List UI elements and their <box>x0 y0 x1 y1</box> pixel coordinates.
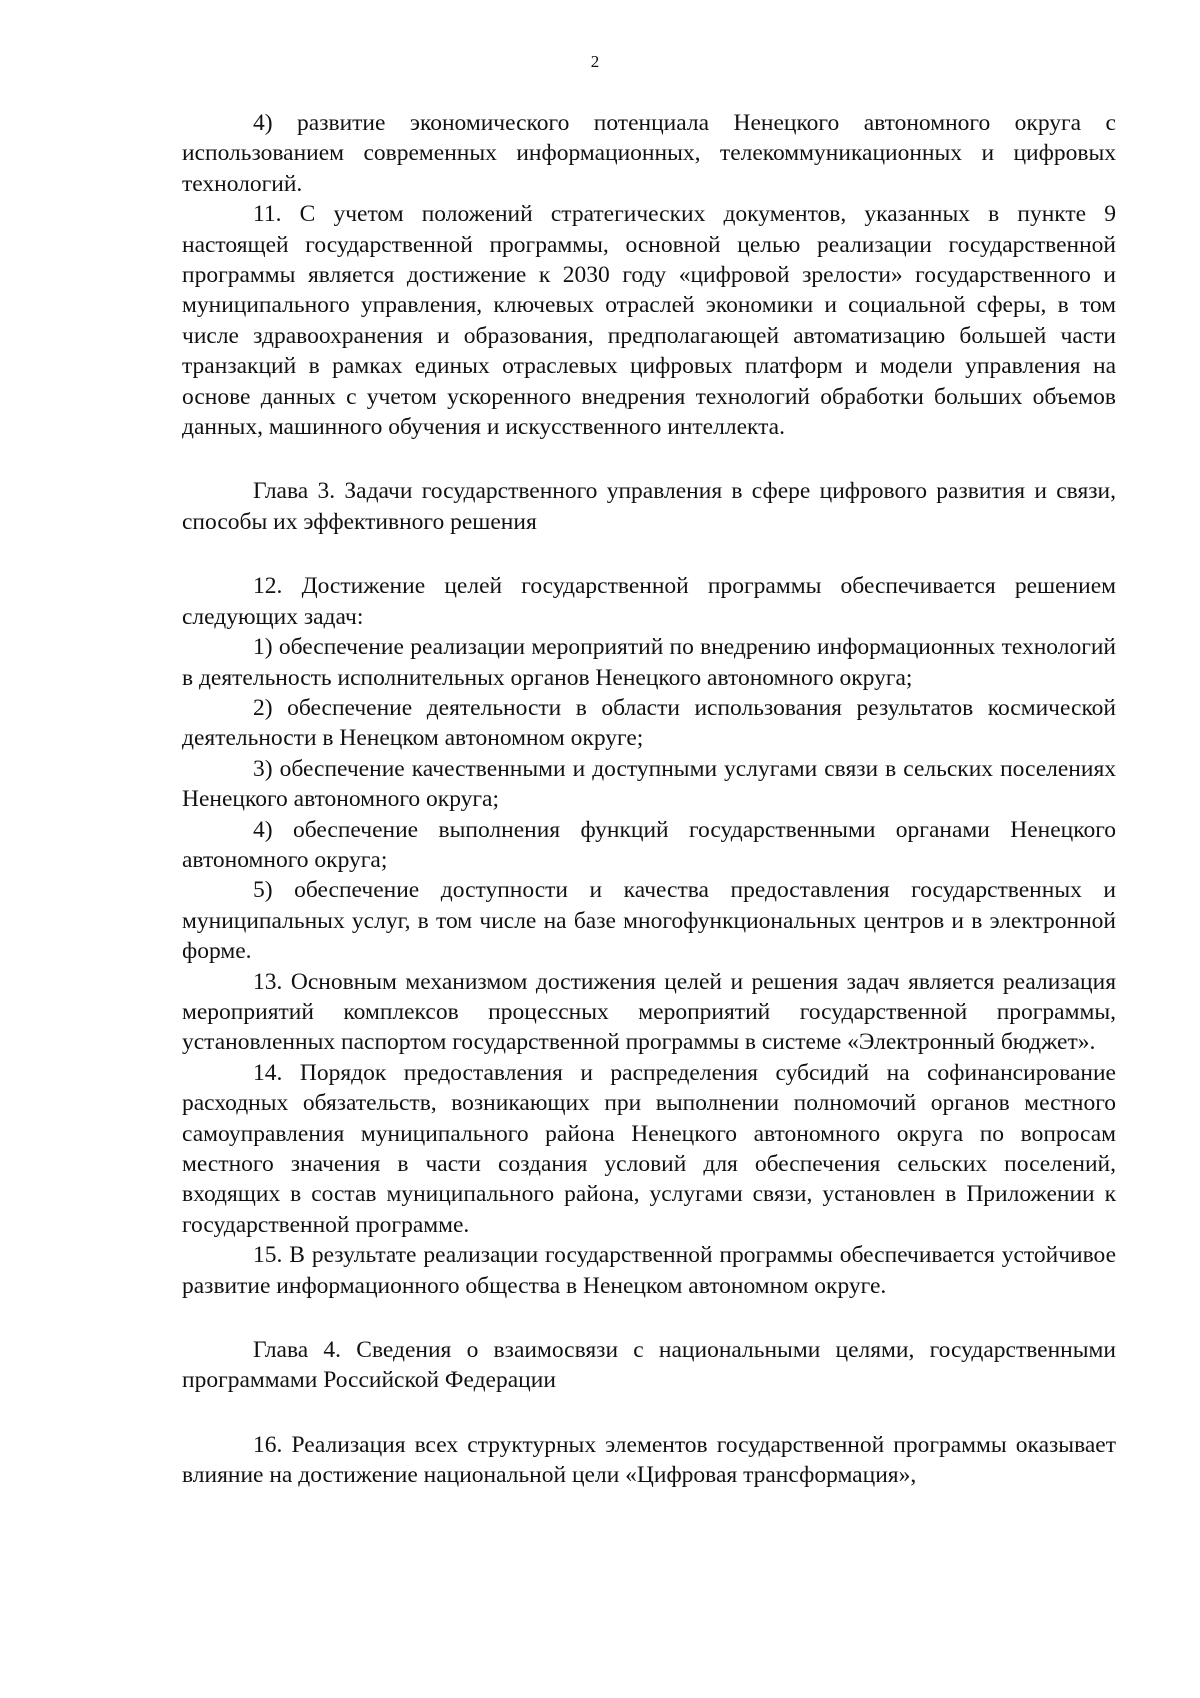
spacer <box>182 537 1116 571</box>
document-body <box>182 108 1116 1491</box>
paragraph-13: 13. Основным механизмом достижения целей и решения задач является реализация мероприятий комплексов процессных мероприятий государственной программы, установленных паспортом государственной программы в системе «Электронный бюджет». <box>182 968 1116 1056</box>
paragraph-12: 12. Достижение целей государственной программы обеспечивается решением следующих задач: <box>182 573 1116 630</box>
spacer <box>182 442 1116 476</box>
paragraph-14: 14. Порядок предоставления и распределения субсидий на софинансирование расходных обязательств, возникающих при выполнении полномочий органов местного самоуправления муниципального района Ненецкого автономного округа по вопросам местного значения в части создания условий для обеспечения сельских поселений, входящих в состав муниципального района, услугами связи, установлен в Приложении к государственной программе. <box>182 1059 1116 1238</box>
task-item-2: 2) обеспечение деятельности в области использования результатов космической деятельности в Ненецком автономном округе; <box>182 694 1116 752</box>
task-item-5: 5) обеспечение доступности и качества предоставления государственных и муниципальных услуг, в том числе на базе многофункциональных центров и в электронной форме. <box>182 877 1116 965</box>
page-number: 2 <box>590 52 600 71</box>
chapter-3-heading: Глава 3. Задачи государственного управления в сфере цифрового развития и связи, способы их эффективного решения <box>182 478 1116 535</box>
paragraph-11: 11. С учетом положений стратегических документов, указанных в пункте 9 настоящей государственной программы, основной целью реализации государственной программы является достижение к 2030 году «цифровой зрелости» государственного и муниципального управления, ключевых отраслей экономики и социальной сферы, в том числе здравоохранения и образования, предполагающей автоматизацию большей части транзакций в рамках единых отраслевых цифровых платформ и модели управления на основе данных с учетом ускоренного внедрения технологий обработки больших объемов данных, машинного обучения и искусственного интеллекта. <box>182 201 1116 441</box>
spacer <box>182 1396 1116 1430</box>
paragraph-15: 15. В результате реализации государственной программы обеспечивается устойчивое развитие информационного общества в Ненецком автономном округе. <box>182 1242 1116 1299</box>
task-item-3: 3) обеспечение качественными и доступными услугами связи в сельских поселениях Ненецкого автономного округа; <box>182 755 1116 813</box>
paragraph-16: 16. Реализация всех структурных элементов государственной программы оказывает влияние на достижение национальной цели «Цифровая трансформация», <box>182 1431 1116 1489</box>
spacer <box>182 1301 1116 1335</box>
task-item-4: 4) обеспечение выполнения функций государственными органами Ненецкого автономного округа; <box>182 816 1116 873</box>
chapter-4-heading: Глава 4. Сведения о взаимосвязи с национальными целями, государственными программами Российской Федерации <box>182 1337 1116 1394</box>
paragraph-item-4: 4) развитие экономического потенциала Ненецкого автономного округа с использованием современных информационных, телекоммуникационных и цифровых технологий. <box>182 110 1116 197</box>
task-item-1: 1) обеспечение реализации мероприятий по внедрению информационных технологий в деятельность исполнительных органов Ненецкого автономного округа; <box>182 634 1116 691</box>
